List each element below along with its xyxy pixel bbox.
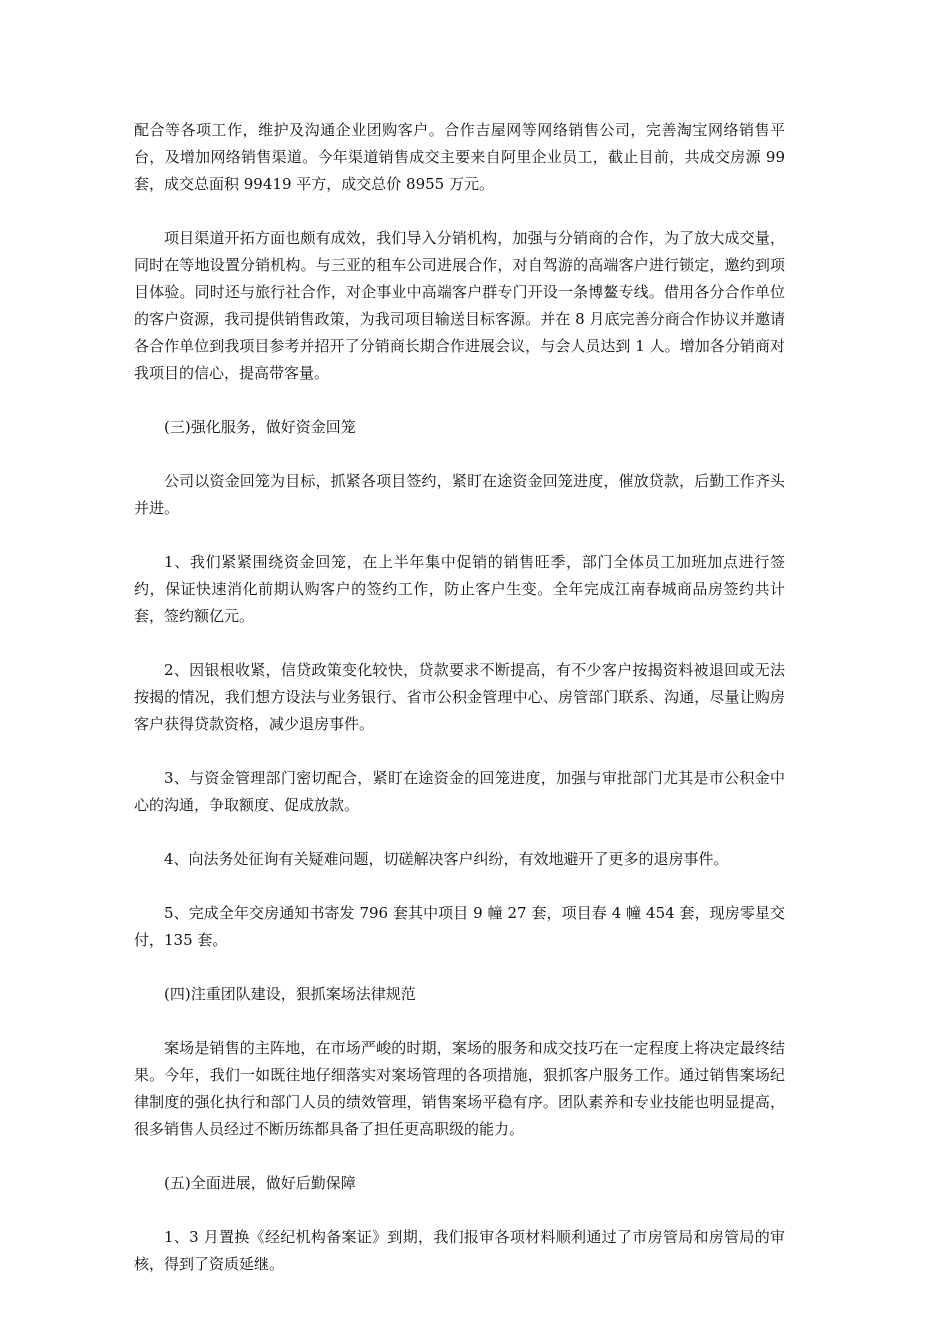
list-item-5: 5、完成全年交房通知书寄发 796 套其中项目 9 幢 27 套，项目春 4 幢 454 套，现房零星交付，135 套。 <box>134 904 785 949</box>
paragraph-2: 项目渠道开拓方面也颇有成效，我们导入分销机构，加强与分销商的合作，为了放大成交量，同时在等地设置分销机构。与三亚的租车公司进展合作，对自驾游的高端客户进行锁定，邀约到项目体验。同时还与旅行社合作，对企事业中高端客户群专门开设一条博鳌专线。借用各分合作单位的客户资源，我司提供销售政策，为我司项目输送目标客源。并在 8 月底完善分商合作协议并邀请各合作单位到我项目参考并招开了分销商长期合作进展会议，与会人员达到 1 人。增加各分销商对我项目的信心，提高带客量。 <box>134 229 785 382</box>
section-heading-4: (四)注重团队建设，狠抓案场法律规范 <box>164 985 416 1003</box>
section-heading-5: (五)全面进展，做好后勤保障 <box>164 1174 356 1192</box>
paragraph-4: 公司以资金回笼为目标，抓紧各项目签约，紧盯在途资金回笼进度，催放贷款，后勤工作齐头并进。 <box>134 472 785 517</box>
paragraph-case-field: 案场是销售的主阵地，在市场严峻的时期，案场的服务和成交技巧在一定程度上将决定最终结果。今年，我们一如既往地仔细落实对案场管理的各项措施，狠抓客户服务工作。通过销售案场纪律制度的强化执行和部门人员的绩效管理，销售案场平稳有序。团队素养和专业技能也明显提高，很多销售人员经过不断历练都具备了担任更高职级的能力。 <box>134 1039 785 1138</box>
list-item-4: 4、向法务处征询有关疑难问题，切磋解决客户纠纷，有效地避开了更多的退房事件。 <box>164 850 729 868</box>
list-item-1: 1、我们紧紧围绕资金回笼，在上半年集中促销的销售旺季，部门全体员工加班加点进行签约，保证快速消化前期认购客户的签约工作，防止客户生变。全年完成江南春城商品房签约共计套，签约额亿元。 <box>134 553 785 625</box>
list-item-3: 3、与资金管理部门密切配合，紧盯在途资金的回笼进度，加强与审批部门尤其是市公积金中心的沟通，争取额度、促成放款。 <box>134 769 785 814</box>
paragraph-1: 配合等各项工作，维护及沟通企业团购客户。合作吉屋网等网络销售公司，完善淘宝网络销售平台，及增加网络销售渠道。今年渠道销售成交主要来自阿里企业员工，截止目前，共成交房源 99 套，成交总面积 99419 平方，成交总价 8955 万元。 <box>134 121 785 193</box>
section-heading-3: (三)强化服务，做好资金回笼 <box>164 418 356 436</box>
list-item-license: 1、3 月置换《经纪机构备案证》到期，我们报审各项材料顺利通过了市房管局和房管局的审核，得到了资质延继。 <box>134 1228 785 1273</box>
list-item-2: 2、因银根收紧，信贷政策变化较快，贷款要求不断提高，有不少客户按揭资料被退回或无法按揭的情况，我们想方设法与业务银行、省市公积金管理中心、房管部门联系、沟通，尽量让购房客户获得贷款资格，减少退房事件。 <box>134 661 785 733</box>
